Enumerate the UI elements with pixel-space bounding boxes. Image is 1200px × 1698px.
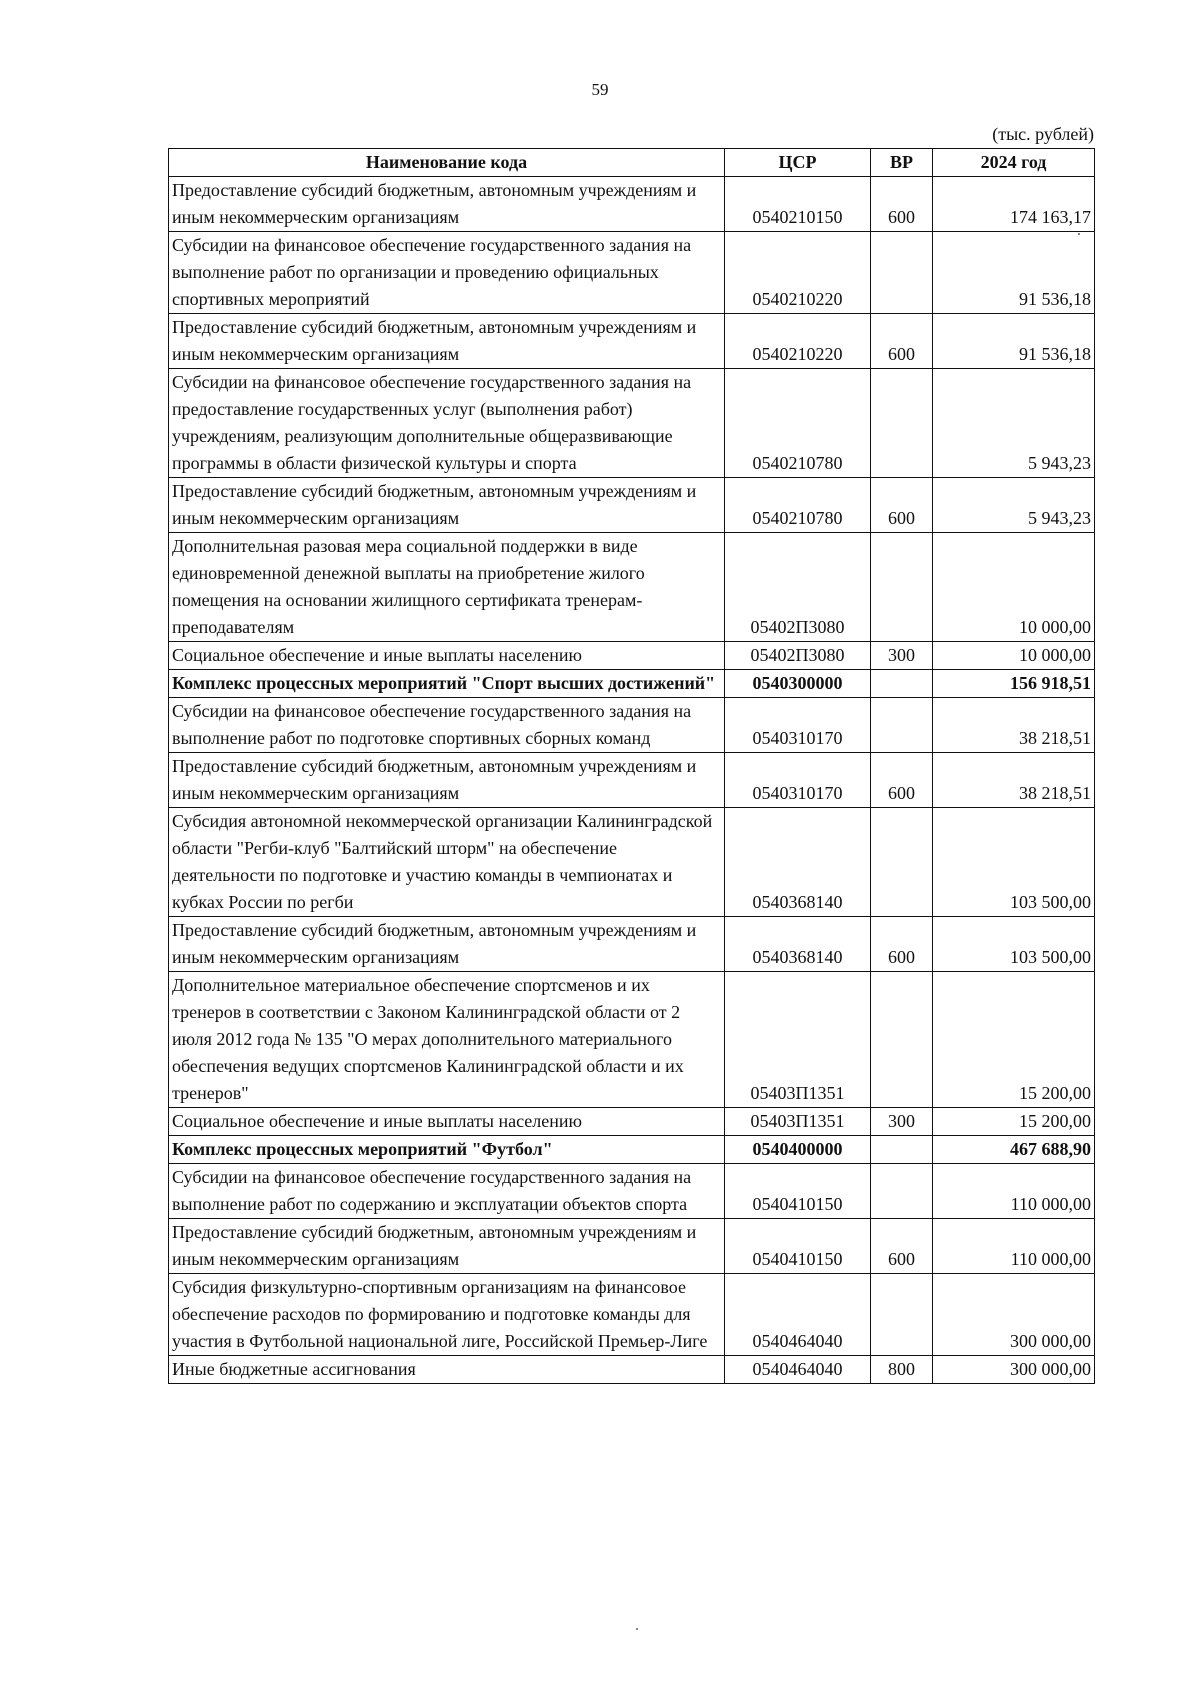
row-csr: 05402П3080 bbox=[725, 642, 871, 670]
row-csr: 0540410150 bbox=[725, 1219, 871, 1274]
row-vr bbox=[871, 808, 933, 917]
header-year: 2024 год bbox=[933, 149, 1095, 177]
row-name: Предоставление субсидий бюджетным, автономным учреждениям и иным некоммерческим организациям bbox=[169, 753, 725, 808]
row-csr: 05403П1351 bbox=[725, 1108, 871, 1136]
row-name: Субсидия автономной некоммерческой организации Калининградской области "Регби-клуб "Балтийский шторм" на обеспечение деятельности по подготовке и участию команды в чемпионатах и кубках России по регби bbox=[169, 808, 725, 917]
row-name: Комплекс процессных мероприятий "Футбол" bbox=[169, 1136, 725, 1164]
table-row bbox=[169, 478, 1095, 533]
table-row bbox=[169, 1136, 1095, 1164]
row-sum: 10 000,00 bbox=[933, 642, 1095, 670]
table-row bbox=[169, 1108, 1095, 1136]
row-vr bbox=[871, 1164, 933, 1219]
row-sum: 300 000,00 bbox=[933, 1356, 1095, 1384]
table-row bbox=[169, 369, 1095, 478]
table-row bbox=[169, 314, 1095, 369]
row-sum: 103 500,00 bbox=[933, 808, 1095, 917]
row-name: Субсидия физкультурно-спортивным организациям на финансовое обеспечение расходов по формированию и подготовке команды для участия в Футбольной национальной лиге, Российской Премьер-Лиге bbox=[169, 1274, 725, 1356]
row-vr bbox=[871, 670, 933, 698]
row-vr: 600 bbox=[871, 478, 933, 533]
row-name: Субсидии на финансовое обеспечение государственного задания на предоставление государственных услуг (выполнения работ) учреждениям, реализующим дополнительные общеразвивающие программы в области физической культуры и спорта bbox=[169, 369, 725, 478]
page-number: 59 bbox=[591, 80, 609, 99]
row-csr: 0540210220 bbox=[725, 232, 871, 314]
row-vr bbox=[871, 533, 933, 642]
row-vr: 800 bbox=[871, 1356, 933, 1384]
row-name: Субсидии на финансовое обеспечение государственного задания на выполнение работ по содержанию и эксплуатации объектов спорта bbox=[169, 1164, 725, 1219]
row-name: Дополнительная разовая мера социальной поддержки в виде единовременной денежной выплаты на приобретение жилого помещения на основании жилищного сертификата тренерам-преподавателям bbox=[169, 533, 725, 642]
header-csr: ЦСР bbox=[725, 149, 871, 177]
table-row bbox=[169, 642, 1095, 670]
table-row bbox=[169, 1356, 1095, 1384]
row-name: Предоставление субсидий бюджетным, автономным учреждениям и иным некоммерческим организациям bbox=[169, 478, 725, 533]
row-sum: 91 536,18 bbox=[933, 314, 1095, 369]
table-header-row bbox=[169, 149, 1095, 177]
row-sum: 467 688,90 bbox=[933, 1136, 1095, 1164]
header-name: Наименование кода bbox=[169, 149, 725, 177]
row-sum: 174 163,17 bbox=[933, 177, 1095, 232]
row-name: Предоставление субсидий бюджетным, автономным учреждениям и иным некоммерческим организациям bbox=[169, 314, 725, 369]
row-csr: 0540300000 bbox=[725, 670, 871, 698]
units-label: (тыс. рублей) bbox=[992, 124, 1094, 144]
row-sum: 103 500,00 bbox=[933, 917, 1095, 972]
row-name: Иные бюджетные ассигнования bbox=[169, 1356, 725, 1384]
row-sum: 5 943,23 bbox=[933, 478, 1095, 533]
row-vr bbox=[871, 232, 933, 314]
row-vr: 300 bbox=[871, 1108, 933, 1136]
row-name: Дополнительное материальное обеспечение спортсменов и их тренеров в соответствии с Законом Калининградской области от 2 июля 2012 года № 135 "О мерах дополнительного материального обеспечения ведущих спортсменов Калининградской области и их тренеров" bbox=[169, 972, 725, 1108]
row-sum: 300 000,00 bbox=[933, 1274, 1095, 1356]
row-sum: 38 218,51 bbox=[933, 698, 1095, 753]
row-csr: 0540464040 bbox=[725, 1356, 871, 1384]
table-row bbox=[169, 533, 1095, 642]
row-name: Комплекс процессных мероприятий "Спорт высших достижений" bbox=[169, 670, 725, 698]
table-row bbox=[169, 753, 1095, 808]
row-csr: 0540410150 bbox=[725, 1164, 871, 1219]
row-csr: 0540368140 bbox=[725, 808, 871, 917]
row-name: Социальное обеспечение и иные выплаты населению bbox=[169, 642, 725, 670]
row-vr: 300 bbox=[871, 642, 933, 670]
row-vr: 600 bbox=[871, 177, 933, 232]
row-vr bbox=[871, 369, 933, 478]
row-sum: 10 000,00 bbox=[933, 533, 1095, 642]
row-name: Социальное обеспечение и иные выплаты населению bbox=[169, 1108, 725, 1136]
row-csr: 05403П1351 bbox=[725, 972, 871, 1108]
row-vr bbox=[871, 1274, 933, 1356]
table-row bbox=[169, 177, 1095, 232]
row-name: Предоставление субсидий бюджетным, автономным учреждениям и иным некоммерческим организациям bbox=[169, 917, 725, 972]
row-csr: 0540310170 bbox=[725, 753, 871, 808]
row-sum: 15 200,00 bbox=[933, 972, 1095, 1108]
table-row bbox=[169, 698, 1095, 753]
table-row bbox=[169, 808, 1095, 917]
header-vr: ВР bbox=[871, 149, 933, 177]
row-csr: 0540210150 bbox=[725, 177, 871, 232]
row-csr: 0540464040 bbox=[725, 1274, 871, 1356]
row-sum: 156 918,51 bbox=[933, 670, 1095, 698]
row-vr: 600 bbox=[871, 917, 933, 972]
table-row bbox=[169, 232, 1095, 314]
table-row bbox=[169, 1164, 1095, 1219]
table-row bbox=[169, 917, 1095, 972]
row-vr bbox=[871, 1136, 933, 1164]
budget-table bbox=[168, 148, 1095, 1384]
row-name: Предоставление субсидий бюджетным, автономным учреждениям и иным некоммерческим организациям bbox=[169, 177, 725, 232]
row-csr: 0540210780 bbox=[725, 369, 871, 478]
row-sum: 15 200,00 bbox=[933, 1108, 1095, 1136]
row-csr: 0540210220 bbox=[725, 314, 871, 369]
row-csr: 0540368140 bbox=[725, 917, 871, 972]
scan-speck bbox=[1078, 233, 1080, 235]
row-name: Субсидии на финансовое обеспечение государственного задания на выполнение работ по подготовке спортивных сборных команд bbox=[169, 698, 725, 753]
row-sum: 5 943,23 bbox=[933, 369, 1095, 478]
row-csr: 0540310170 bbox=[725, 698, 871, 753]
row-vr: 600 bbox=[871, 1219, 933, 1274]
table-row bbox=[169, 670, 1095, 698]
row-csr: 0540400000 bbox=[725, 1136, 871, 1164]
row-csr: 05402П3080 bbox=[725, 533, 871, 642]
row-csr: 0540210780 bbox=[725, 478, 871, 533]
table-row bbox=[169, 1274, 1095, 1356]
table-row bbox=[169, 972, 1095, 1108]
row-sum: 110 000,00 bbox=[933, 1219, 1095, 1274]
row-vr bbox=[871, 972, 933, 1108]
table-row bbox=[169, 1219, 1095, 1274]
row-vr bbox=[871, 698, 933, 753]
row-vr: 600 bbox=[871, 314, 933, 369]
row-sum: 110 000,00 bbox=[933, 1164, 1095, 1219]
row-sum: 38 218,51 bbox=[933, 753, 1095, 808]
row-sum: 91 536,18 bbox=[933, 232, 1095, 314]
row-name: Субсидии на финансовое обеспечение государственного задания на выполнение работ по организации и проведению официальных спортивных мероприятий bbox=[169, 232, 725, 314]
row-vr: 600 bbox=[871, 753, 933, 808]
row-name: Предоставление субсидий бюджетным, автономным учреждениям и иным некоммерческим организациям bbox=[169, 1219, 725, 1274]
scan-speck bbox=[636, 1628, 638, 1630]
